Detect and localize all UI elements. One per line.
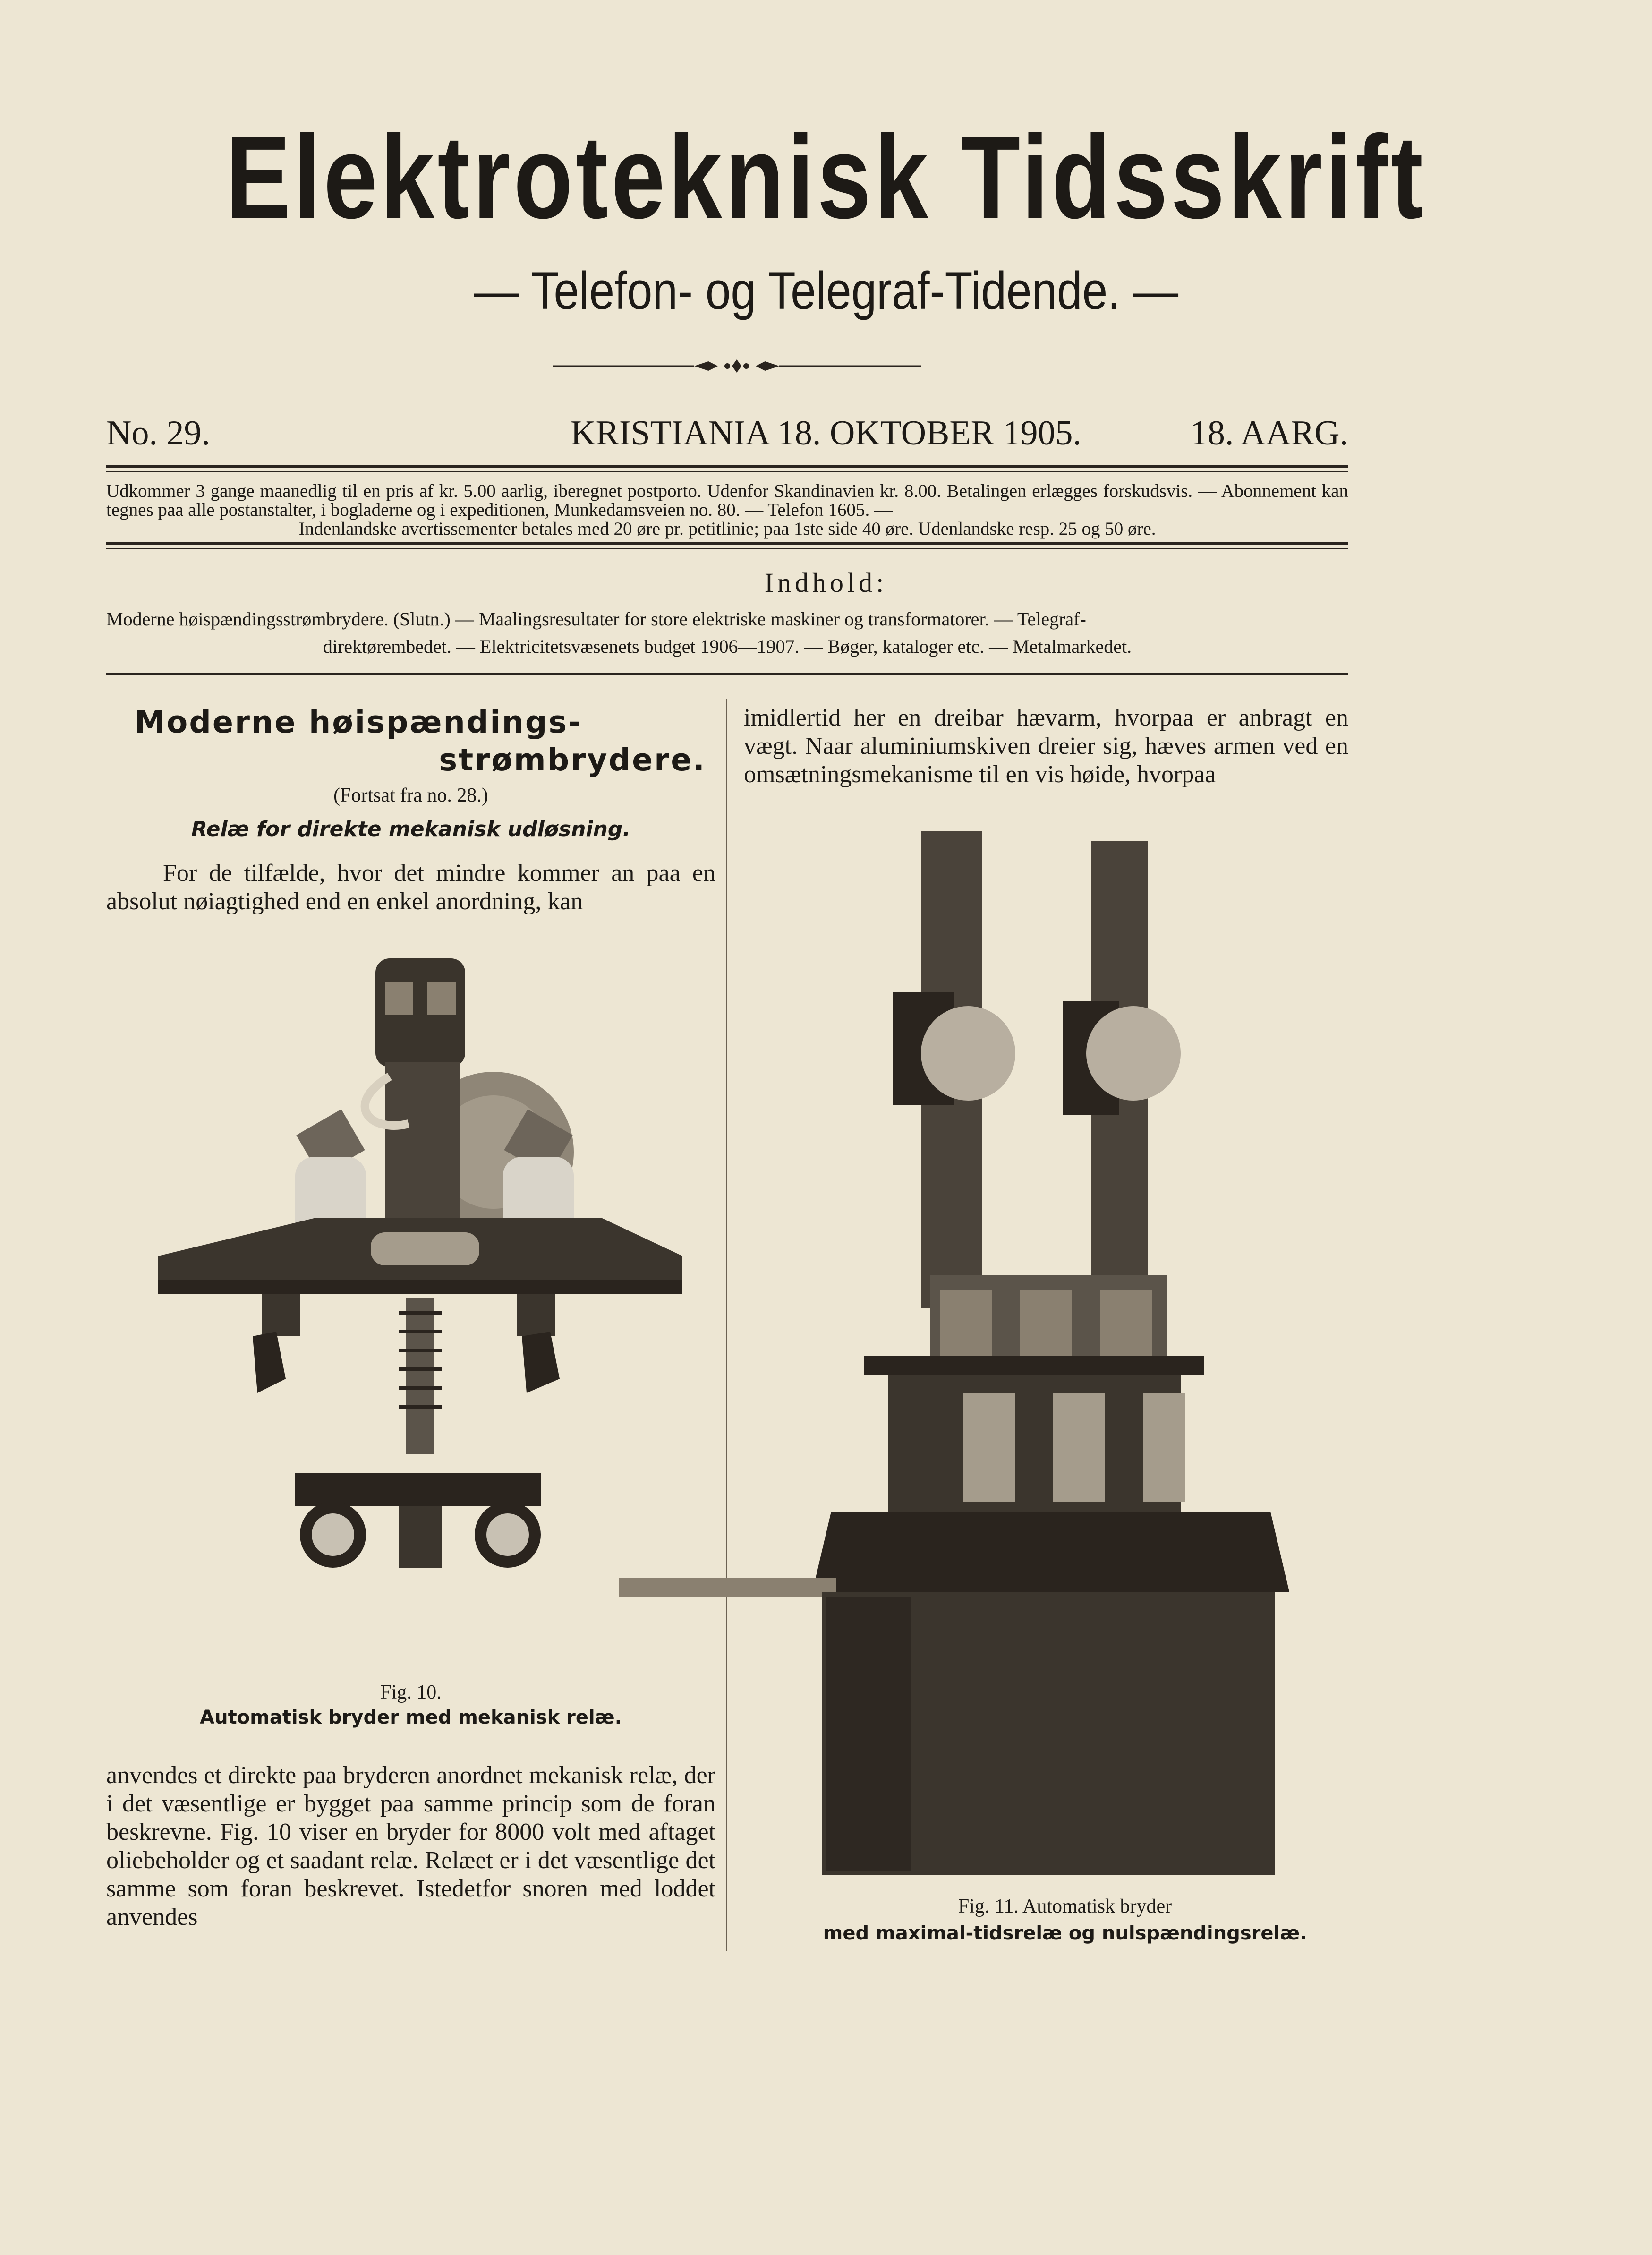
figure-11-label: Fig. 11. Automatisk bryder: [958, 1896, 1172, 1917]
article-paragraph-1: For de tilfælde, hvor det mindre kommer an paa en absolut nøiagtighed end en enkel anordning, kan: [106, 860, 715, 915]
notice-rule: [106, 542, 1348, 545]
article-title-line-1: Moderne høispændings-: [135, 705, 583, 740]
contents-line-2: direktørembedet. — Elektricitetsvæsenets budget 1906—1907. — Bøger, kataloger etc. — Metalmarkedet.: [323, 636, 1132, 657]
issue-number: No. 29.: [106, 414, 210, 453]
article-paragraph-3: imidlertid her en dreibar hævarm, hvorpaa er anbragt en vægt. Naar aluminiumskiven dreier sig, hæves armen ved en omsætningsmekanisme til en vis høide, hvorpaa: [744, 704, 1348, 788]
top-rule-thin: [106, 471, 1348, 472]
article-title-line-2: strømbrydere.: [439, 743, 706, 778]
article-paragraph-2: anvendes et direkte paa bryderen anordnet mekanisk relæ, der i det væsentlige er bygget paa samme princip som de foran beskrevne. Fig. 10 viser en bryder for 8000 volt med aftaget oliebeholder og et saadant relæ. Relæet er i det væsentlige det samme som foran beskrevet. Istedetfor snoren med loddet anvendes: [106, 1762, 715, 1930]
continued-note: (Fortsat fra no. 28.): [333, 785, 488, 806]
volume-year: 18. AARG.: [1190, 414, 1348, 453]
contents-rule: [106, 673, 1348, 675]
top-rule: [106, 465, 1348, 468]
masthead-subtitle: — Telefon- og Telegraf-Tidende. —: [473, 261, 1179, 320]
contents-heading: Indhold:: [764, 567, 888, 598]
article-subheading: Relæ for direkte mekanisk udløsning.: [191, 817, 631, 841]
subscription-notice: [106, 482, 1348, 538]
notice-line-1: Udkommer 3 gange maanedlig til en pris af kr. 5.00 aarlig, iberegnet postporto. Udenfor Skandinavien kr. 8.00. Betalingen erlægges forskudsvis. — Abonnement kan tegnes paa alle postanstalter, i bogladerne og i expeditionen, Munkedamsveien no. 80. — Telefon 1605. —: [106, 481, 1348, 520]
issue-date: KRISTIANIA 18. OKTOBER 1905.: [571, 414, 1081, 453]
notice-line-2: Indenlandske avertissementer betales med 20 øre pr. petitlinie; paa 1ste side 40 øre. Udenlandske resp. 25 og 50 øre.: [298, 519, 1156, 539]
right-column: [744, 704, 1348, 789]
figure-10-label: Fig. 10.: [380, 1682, 442, 1703]
contents-list: [106, 606, 1348, 660]
masthead-title: Elektroteknisk Tidsskrift: [226, 111, 1426, 243]
contents-line-1: Moderne høispændingsstrømbrydere. (Slutn.) — Maalingsresultater for store elektriske maskiner og transformatorer. — Telegraf-: [106, 608, 1086, 630]
notice-rule-thin: [106, 548, 1348, 549]
ornament-divider: [553, 357, 921, 376]
figure-11-caption: med maximal-tidsrelæ og nulspændingsrelæ.: [823, 1922, 1307, 1944]
figure-11-breaker-image: [619, 827, 1327, 1885]
figure-10-caption: Automatisk bryder med mekanisk relæ.: [200, 1707, 622, 1728]
